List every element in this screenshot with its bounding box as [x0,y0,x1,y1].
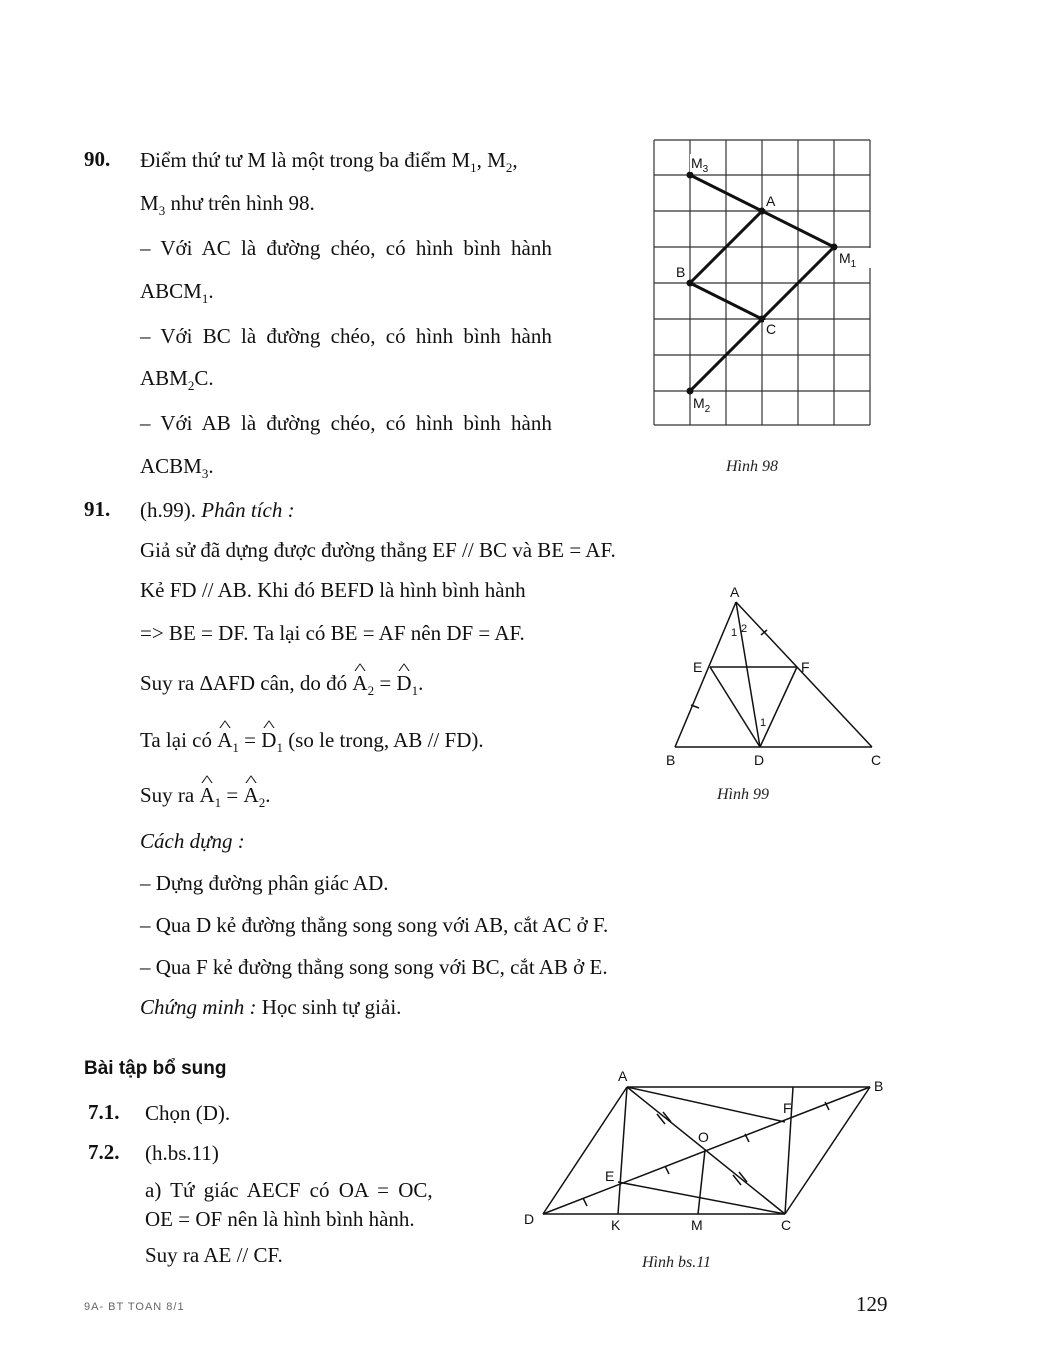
exercise-7-2-text: (h.bs.11) [145,1141,219,1165]
exercise-7-1-text: Chọn (D). [145,1101,231,1125]
problem-90-line-7: – Với AB là đường chéo, có hình bình hành [140,411,552,435]
label-o: O [698,1129,709,1145]
problem-90-line-6: $ABM_2C$. [140,366,214,394]
point-labels [673,154,873,415]
problem-91-line-9: – Dựng đường phân giác AD. [140,871,389,895]
problem-90-line-8: $ACBM_3$. [140,454,214,482]
label-c: C [871,752,882,768]
exercise-7-1-number: 7.1. [88,1100,120,1124]
problem-91-line-3: Kẻ FD // AB. Khi đó BEFD là hình bình hành [140,578,526,602]
figure-98 [640,130,890,440]
label-e: E [605,1168,615,1184]
exercise-7-2-line-2: OE = OF nên là hình bình hành. [145,1207,415,1231]
problem-91-line-4: => BE = DF. Ta lại có BE = AF nên DF = AF. [140,621,525,645]
parallelogram-labels [524,1068,883,1233]
triangle-labels [666,584,881,768]
grid-lines [654,140,870,425]
label-angle-1: 1 [731,627,738,639]
label-k: K [611,1217,621,1233]
figure-99-caption: Hình 99 [717,786,769,803]
figure-bs11 [515,1062,895,1242]
figure-98-caption: Hình 98 [726,458,778,475]
problem-91-line-10: – Qua D kẻ đường thẳng song song với AB, cắt AC ở F. [140,913,609,937]
label-b: B [676,264,686,280]
label-d: D [524,1211,535,1227]
label-angle-d1: 1 [760,717,767,729]
parallelogram-lines [543,1087,870,1214]
problem-90-line-3: – Với AC là đường chéo, có hình bình hành [140,236,552,260]
label-a: A [730,584,740,600]
label-a: A [766,193,776,209]
label-m: M [691,1217,703,1233]
problem-90-number: 90. [84,147,111,171]
problem-90-line-4: $ABCM_1$. [140,279,214,307]
label-m2: $M_2$ [693,395,711,415]
label-m3: $M_3$ [691,155,709,175]
label-c: C [766,321,777,337]
exercise-7-2-line-3: Suy ra AE // CF. [145,1243,283,1267]
triangle-lines [675,602,872,747]
problem-90-line-2: $M_3$ như trên hình 98. [140,191,315,219]
problem-91-line-12: Chứng minh : Học sinh tự giải. [140,995,402,1019]
label-f: F [801,659,810,675]
label-b: B [666,752,676,768]
problem-91-line-5: Suy ra ΔAFD cân, do đó ^ $A_2$ = ^ $D_1$. [140,670,423,704]
figure-bs11-caption: Hình bs.11 [642,1254,712,1271]
exercise-7-2-line-1: a) Tứ giác AECF có OA = OC, [145,1178,433,1202]
problem-91-line-1: (h.99). Phân tích : [140,498,295,522]
problem-91-line-2: Giả sử đã dựng được đường thẳng EF // BC và BE = AF. [140,538,616,562]
footer-source: 9A- BT TOAN 8/1 [84,1301,185,1313]
problem-91-line-11: – Qua F kẻ đường thẳng song song với BC, cắt AB ở E. [140,955,608,979]
problem-91-line-6: Ta lại có ^ $A_1$ = ^ $D_1$ (so le trong, AB // FD). [140,727,484,761]
label-d: D [754,752,765,768]
label-f: F [783,1100,792,1116]
page-number: 129 [856,1292,888,1316]
problem-91-line-8: Cách dựng : [140,829,245,853]
problem-90-line-1: Điểm thứ tư M là một trong ba điểm $M_1$, $M_2$, [140,148,518,176]
figure-99 [655,580,905,780]
section-heading: Bài tập bổ sung [84,1058,227,1079]
problem-90-line-5: – Với BC là đường chéo, có hình bình hành [140,324,552,348]
label-e: E [693,659,703,675]
label-a: A [618,1068,628,1084]
exercise-7-2-number: 7.2. [88,1140,120,1164]
label-c: C [781,1217,792,1233]
problem-91-number: 91. [84,497,111,521]
label-b: B [874,1078,884,1094]
label-m1: $M_1$ [839,250,857,270]
problem-91-line-7: Suy ra ^ $A_1$ = ^ $A_2$. [140,782,270,816]
label-angle-2: 2 [741,623,748,635]
